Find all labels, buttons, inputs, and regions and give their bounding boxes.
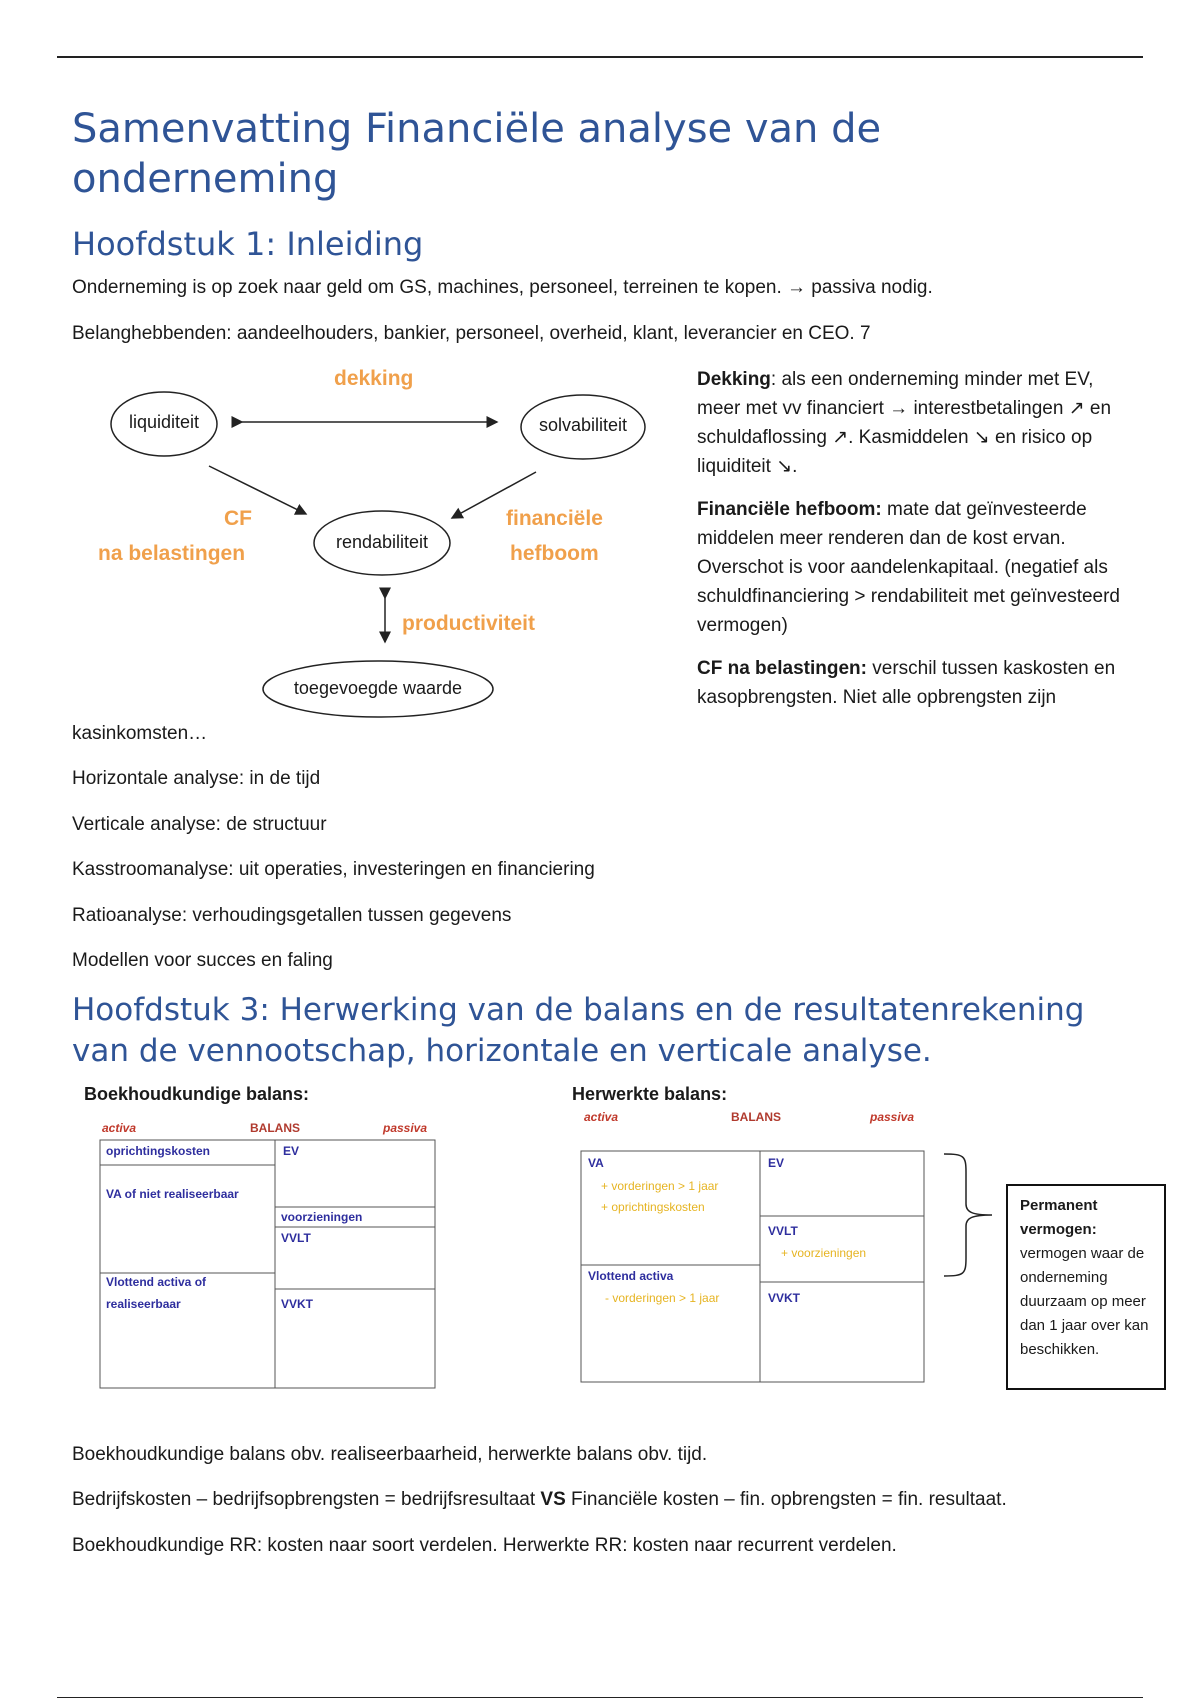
va-plus-vorderingen: + vorderingen > 1 jaar xyxy=(601,1179,719,1193)
permanent-vermogen-brace xyxy=(942,1152,1002,1280)
va-plus-oprichtingskosten: + oprichtingskosten xyxy=(601,1200,705,1214)
va-cell-right: VA xyxy=(588,1156,604,1170)
activa-label: activa xyxy=(102,1121,137,1135)
liquiditeit-label: liquiditeit xyxy=(128,412,200,432)
diagram-explanation xyxy=(697,365,1137,726)
top-rule xyxy=(57,56,1143,58)
ev-cell: EV xyxy=(283,1144,300,1158)
fh-label-line1: financiële xyxy=(506,507,603,530)
cf-label-line1: CF xyxy=(224,507,252,530)
chapter-3-heading-line2: van de vennootschap, horizontale en verticale analyse. xyxy=(72,1033,932,1069)
balans-label: BALANS xyxy=(250,1121,300,1135)
herwerkte-balans-title: Herwerkte balans: xyxy=(572,1084,728,1104)
paragraph: Boekhoudkundige balans obv. realiseerbaarheid, herwerkte balans obv. tijd. xyxy=(72,1444,708,1465)
list-item: Ratioanalyse: verhoudingsgetallen tussen gegevens xyxy=(72,905,512,926)
permanent-vermogen-text: vermogen waar de onderneming duurzaam op meer dan 1 jaar over kan beschikken. xyxy=(1020,1245,1149,1358)
hefboom-definition: Financiële hefboom: mate dat geïnvesteerde middelen meer renderen dan de kost ervan. Overschot is voor aandelenkapitaal. (negatief als schuldfinanciering > rendabiliteit met geïnvesteerd vermogen) xyxy=(697,499,1121,636)
vvkt-cell: VVKT xyxy=(281,1297,314,1311)
paragraph: Belanghebbenden: aandeelhouders, bankier, personeel, overheid, klant, leverancier en CEO. 7 xyxy=(72,323,871,344)
activa-label-right: activa xyxy=(584,1110,619,1124)
oprichtingskosten-cell: oprichtingskosten xyxy=(106,1144,211,1158)
voorzieningen-cell: voorzieningen xyxy=(281,1210,363,1224)
paragraph: Boekhoudkundige RR: kosten naar soort verdelen. Herwerkte RR: kosten naar recurrent verdelen. xyxy=(72,1535,897,1556)
rendabiliteit-label: rendabiliteit xyxy=(335,532,429,552)
solvabiliteit-label: solvabiliteit xyxy=(538,415,628,435)
va-cell: VA of niet realiseerbaar xyxy=(106,1187,239,1201)
cf-label-line2: na belastingen xyxy=(98,542,246,565)
page-title: Samenvatting Financiële analyse van de onderneming xyxy=(72,106,882,202)
balans-label-right: BALANS xyxy=(731,1110,781,1124)
cf-definition: CF na belastingen: verschil tussen kaskosten en kasopbrengsten. Niet alle opbrengsten zijn xyxy=(697,658,1116,708)
vvlt-plus-voorzieningen: + voorzieningen xyxy=(781,1246,867,1260)
vlottend-cell-line2: realiseerbaar xyxy=(106,1297,181,1311)
chapter-3-heading-line1: Hoofdstuk 3: Herwerking van de balans en de resultatenrekening xyxy=(72,992,1085,1028)
vvkt-cell-right: VVKT xyxy=(768,1291,801,1305)
paragraph: kasinkomsten… xyxy=(72,723,208,744)
dekking-definition: Dekking: als een onderneming minder met EV, meer met vv financiert → interestbetalingen ↗ en schuldaflossing ↗. Kasmiddelen ↘ en risico op liquiditeit ↘. xyxy=(697,369,1112,477)
list-item: Horizontale analyse: in de tijd xyxy=(72,768,321,789)
list-item: Modellen voor succes en faling xyxy=(72,950,333,971)
permanent-vermogen-title: Permanent vermogen: xyxy=(1020,1197,1098,1238)
toegevoegde-waarde-label: toegevoegde waarde xyxy=(293,678,463,698)
boekhoudkundige-balans-table xyxy=(99,1139,437,1391)
fh-label-line2: hefboom xyxy=(510,542,599,565)
vlottend-cell-right: Vlottend activa xyxy=(588,1269,674,1283)
vlottend-cell-line1: Vlottend activa of xyxy=(106,1275,207,1289)
passiva-label: passiva xyxy=(383,1121,428,1135)
vlottend-minus-vorderingen: - vorderingen > 1 jaar xyxy=(605,1291,720,1305)
chapter-1-heading: Hoofdstuk 1: Inleiding xyxy=(72,225,424,263)
list-item: Kasstroomanalyse: uit operaties, investeringen en financiering xyxy=(72,859,595,880)
vvlt-cell-right: VVLT xyxy=(768,1224,798,1238)
paragraph: Bedrijfskosten – bedrijfsopbrengsten = bedrijfsresultaat VS Financiële kosten – fin. opbrengsten = fin. resultaat. xyxy=(72,1489,1007,1510)
boekhoudkundige-balans-title: Boekhoudkundige balans: xyxy=(84,1084,310,1104)
bottom-rule xyxy=(57,1697,1143,1698)
list-item: Verticale analyse: de structuur xyxy=(72,814,327,835)
ev-cell-right: EV xyxy=(768,1156,785,1170)
passiva-label-right: passiva xyxy=(870,1110,915,1124)
permanent-vermogen-box xyxy=(1006,1184,1166,1390)
productiviteit-label: productiviteit xyxy=(402,612,536,635)
dekking-label: dekking xyxy=(334,367,414,390)
vvlt-cell: VVLT xyxy=(281,1231,311,1245)
paragraph: Onderneming is op zoek naar geld om GS, machines, personeel, terreinen te kopen. → passiva nodig. xyxy=(72,277,933,298)
